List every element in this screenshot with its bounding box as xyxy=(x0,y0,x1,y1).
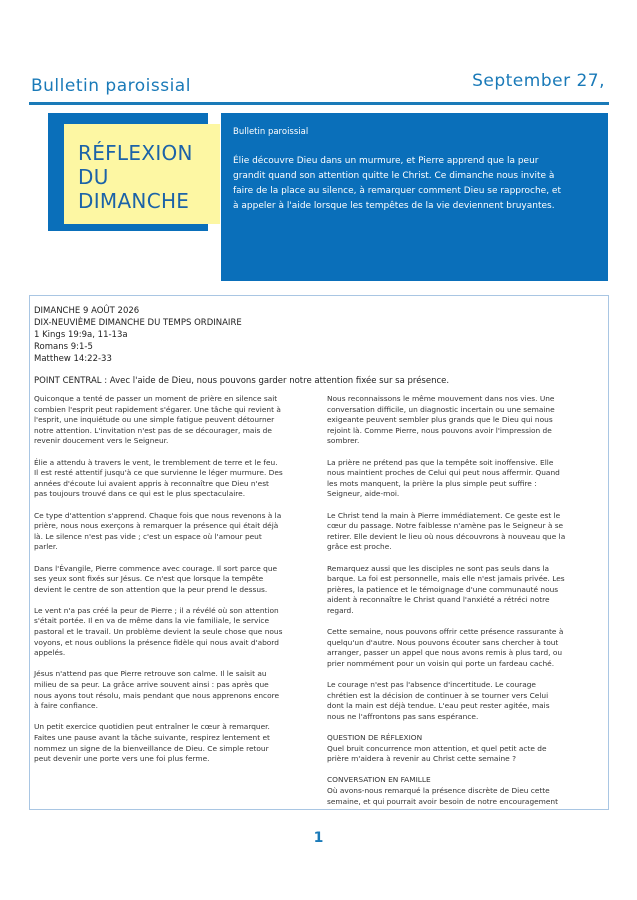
reflection-question-heading: QUESTION DE RÉFLEXION xyxy=(327,733,423,742)
reading-first: 1 Kings 19:9a, 11-13a xyxy=(34,330,128,340)
paragraph: Élie a attendu à travers le vent, le tremblement de terre et le feu. Il est resté attentif jusqu'à ce que survienne le léger murmure. Des années d'écoute lui avaient appris à reconnaître que Dieu n'est pas toujours trouvé dans ce qui est le plus spectaculaire. xyxy=(34,457,283,499)
right-column xyxy=(327,394,567,818)
header-rule xyxy=(29,102,609,105)
paragraph: Le vent n'a pas créé la peur de Pierre ; il a révélé où son attention s'était portée. Il en va de même dans la vie familiale, le service pastoral et le travail. Un problème devient la seule chose que nous voyons, et nous oublions la présence fidèle qui nous avait d'abord appelés. xyxy=(34,605,283,658)
paragraph: Dans l'Évangile, Pierre commence avec courage. Il sort parce que ses yeux sont fixés sur Jésus. Ce n'est que lorsque la tempête devient le centre de son attention que la peur prend le dessus. xyxy=(34,563,278,594)
paragraph: Jésus n'attend pas que Pierre retrouve son calme. Il le saisit au milieu de sa peur. La grâce arrive souvent ainsi : pas après que nous ayons tout résolu, mais pendant que nous apprenons encore à faire confiance. xyxy=(34,669,280,711)
paragraph: Un petit exercice quotidien peut entraîner le cœur à remarquer. Faites une pause avant la tâche suivante, respirez lentement et nommez un signe de la bienveillance de Dieu. Ce simple retour peut devenir une porte vers une foi plus ferme. xyxy=(34,722,270,764)
bulletin-date: September 27, xyxy=(472,71,605,91)
paragraph: Ce type d'attention s'apprend. Chaque fois que nous revenons à la prière, nous nous exerçons à remarquer la présence qui était déjà là. Le silence n'est pas vide ; c'est un espace où l'amour peut parler. xyxy=(34,510,282,552)
feature-intro: Élie découvre Dieu dans un murmure, et Pierre apprend que la peur grandit quand son attention quitte le Christ. Ce dimanche nous invite à faire de la place au silence, à remarquer comment Dieu se rapproche, et à appeler à l'aide lorsque les tempêtes de la vie deviennent bruyantes. xyxy=(233,156,561,211)
left-column xyxy=(34,394,284,775)
reflection-question-text: Quel bruit concurrence mon attention, et quel petit acte de prière m'aidera à revenir au Christ cette semaine ? xyxy=(327,743,547,764)
focal-point: POINT CENTRAL : Avec l'aide de Dieu, nous pouvons garder notre attention fixée sur sa présence. xyxy=(34,376,450,386)
feature-heading: RÉFLEXION DU DIMANCHE xyxy=(78,141,193,213)
reading-second: Romans 9:1-5 xyxy=(34,342,93,352)
paragraph: Le courage n'est pas l'absence d'incertitude. Le courage chrétien est la décision de continuer à se tourner vers Celui dont la main est déjà tendue. L'eau peut rester agitée, mais nous ne l'affrontons pas sans espérance. xyxy=(327,680,550,721)
paragraph: Le Christ tend la main à Pierre immédiatement. Ce geste est le cœur du passage. Notre faiblesse n'amène pas le Seigneur à se retirer. Elle devient le lieu où nous découvrons à nouveau que la grâce est proche. xyxy=(327,510,566,552)
paragraph: Cette semaine, nous pouvons offrir cette présence rassurante à quelqu'un d'autre. Nous pouvons écouter sans chercher à tout arranger, passer un appel que nous avons remis à plus tard, ou prier nommément pour un voisin qui porte un fardeau caché. xyxy=(327,627,564,668)
paragraph: Remarquez aussi que les disciples ne sont pas seuls dans la barque. La foi est personnelle, mais elle n'est jamais privée. Les prières, la patience et le témoignage d'une communauté nous aident à reconnaître le Christ quand l'anxiété a rétréci notre regard. xyxy=(327,563,565,615)
paragraph: La prière ne prétend pas que la tempête soit inoffensive. Elle nous maintient proches de Celui qui peut nous affermir. Quand les mots manquent, la prière la plus simple peut suffire : Seigneur, aide-moi. xyxy=(327,457,560,499)
family-conversation-text: Où avons-nous remarqué la présence discrète de Dieu cette semaine, et qui pourrait avoir besoin de notre encouragement xyxy=(327,785,559,806)
feature-intro-panel xyxy=(221,113,608,281)
family-conversation-heading: CONVERSATION EN FAMILLE xyxy=(327,775,431,785)
sunday-date: DIMANCHE 9 AOÛT 2026 xyxy=(34,306,140,316)
liturgical-day: DIX-NEUVIÈME DIMANCHE DU TEMPS ORDINAIRE xyxy=(34,318,242,328)
reading-gospel: Matthew 14:22-33 xyxy=(34,354,112,364)
paragraph: Quiconque a tenté de passer un moment de prière en silence sait combien l'esprit peut rapidement s'égarer. Une tâche qui revient à l'esprit, une inquiétude ou une simple fatigue peuvent détourner notre attention. L'invitation n'est pas de se décourager, mais de revenir doucement vers le Seigneur. xyxy=(34,394,281,446)
reflection-content-box xyxy=(29,295,609,810)
liturgy-meta xyxy=(34,305,242,365)
page-number: 1 xyxy=(313,830,324,846)
feature-title-card xyxy=(64,124,220,224)
feature-label: Bulletin paroissial xyxy=(233,127,309,137)
paragraph: Nous reconnaissons le même mouvement dans nos vies. Une conversation difficile, un diagnostic incertain ou une semaine exigeante peuvent sembler plus grands que le Dieu qui nous rejoint là. Comme Pierre, nous pouvons avoir l'impression de sombrer. xyxy=(327,394,555,446)
bulletin-title: Bulletin paroissial xyxy=(31,76,191,96)
